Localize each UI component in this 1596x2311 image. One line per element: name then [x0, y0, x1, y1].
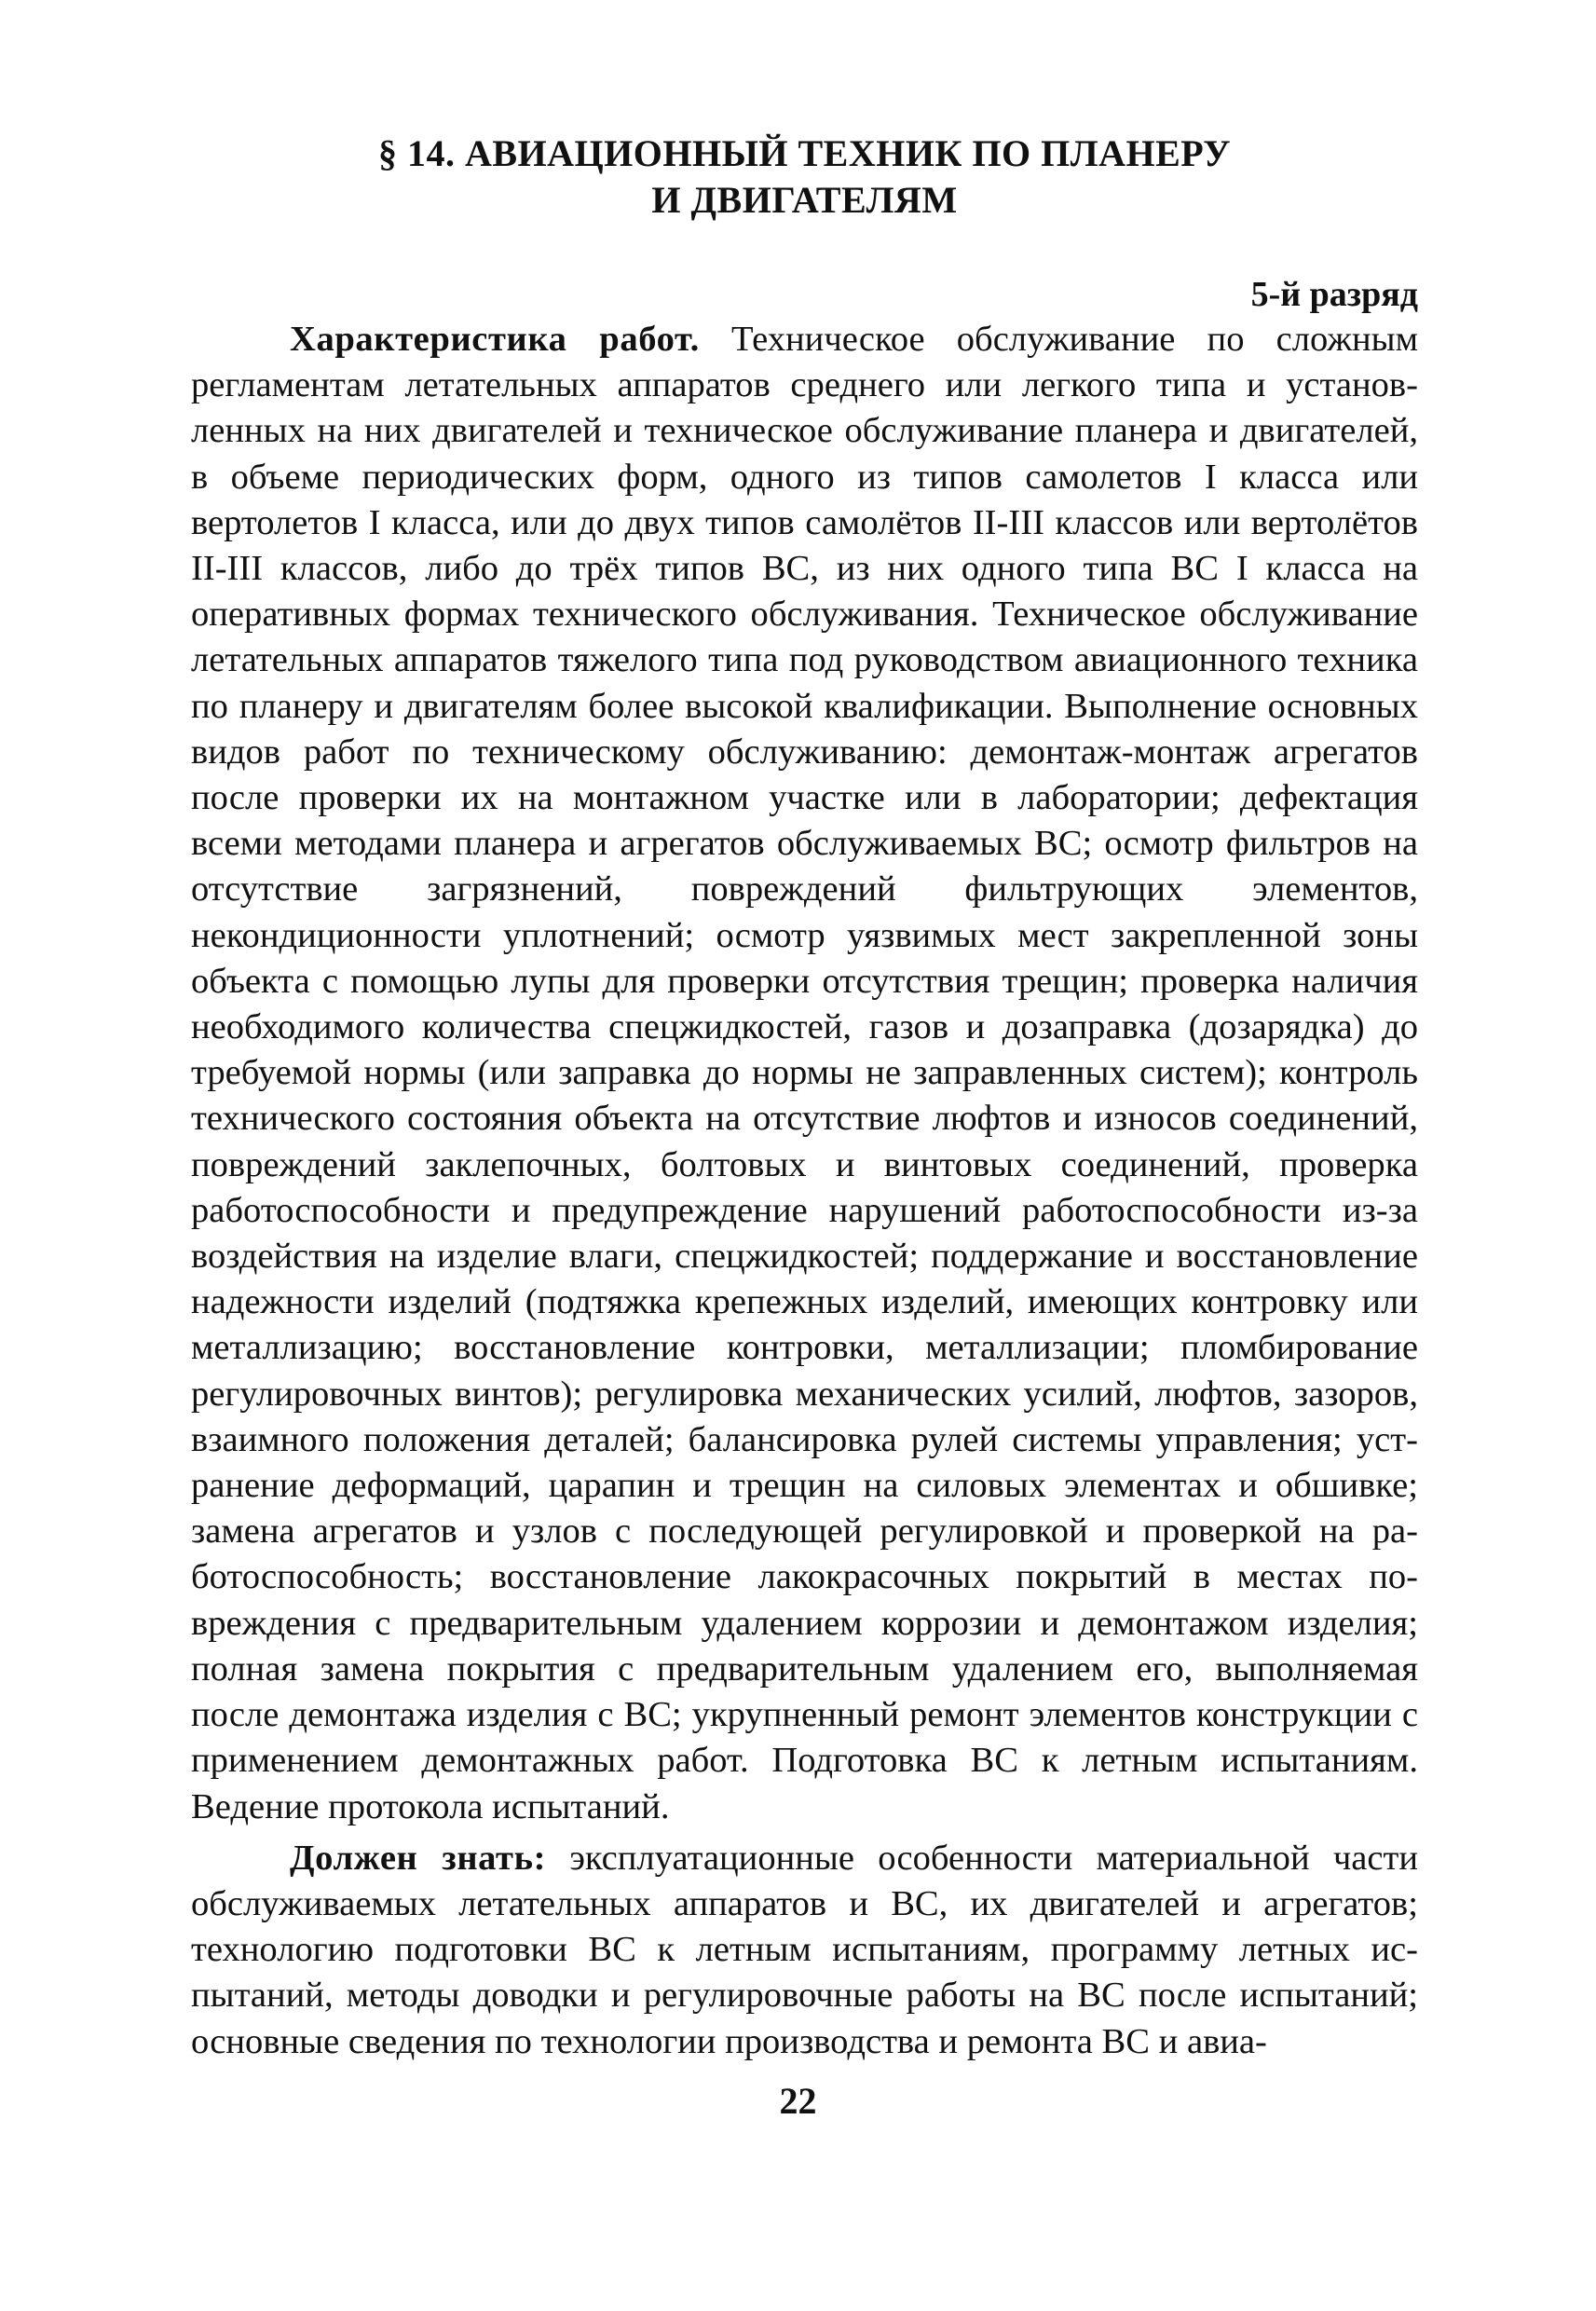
characteristics-heading: Характеристика работ.: [290, 320, 700, 359]
section-title-line-1: § 14. АВИАЦИОННЫЙ ТЕХНИК ПО ПЛАНЕРУ: [377, 132, 1232, 174]
page-number: 22: [779, 2080, 817, 2122]
page-content: [191, 130, 1418, 2065]
characteristics-paragraph: [191, 317, 1418, 1830]
must-know-text: эксплуатационные особенности материальной части обслуживаемых летательных аппаратов и ВС, их двигателей и агрегатов; технологию подготовки ВС к летным испытаниям, программу летных испытаний, методы доводки и регулировочные работы на ВС после испытаний; основные сведения по технологии производства и ремонта ВС и авиа-: [191, 1838, 1418, 2061]
section-title: [191, 130, 1418, 224]
section-title-line-2: И ДВИГАТЕЛЯМ: [651, 179, 958, 221]
must-know-heading: Должен знать:: [290, 1838, 547, 1878]
must-know-paragraph: [191, 1836, 1418, 2065]
rank-label: 5-й разряд: [1250, 275, 1418, 314]
characteristics-text: Техническое обслуживание по сложным регламентам летательных аппаратов среднего или легкого типа и установленных на них двигателей и техническое обслуживание планера и двигателей, в объеме периодических форм, одного из типов самолетов I класса или вертолетов I класса, или до двух типов самолётов II-III классов или вертолётов II-III классов, либо до трёх типов ВС, из них одного типа ВС I класса на оперативных формах технического обслуживания. Техническое обслуживание летательных аппаратов тяжелого типа под руководством авиационного техника по планеру и двигателям более высокой квалификации. Выполнение основных видов работ по техническому обслуживанию: демонтаж-монтаж агрегатов после проверки их на монтажном участке или в лаборатории; дефектация всеми методами планера и агрегатов обслуживаемых ВС; осмотр фильтров на отсутствие загрязнений, повреждений фильтрующих элементов, некондиционности уплотнений; осмотр уязвимых мест закрепленной зоны объекта с помощью лупы для проверки отсутствия трещин; проверка наличия необходимого количества спецжидкостей, газов и дозаправка (дозарядка) до требуемой нормы (или заправка до нормы не заправленных систем); контроль технического состояния объекта на отсутствие люфтов и износов соединений, повреждений заклепочных, болтовых и винтовых соединений, проверка работоспособности и предупреждение нарушений работоспособности из-за воздействия на изделие влаги, спецжидкостей; поддержание и восстановление надежности изделий (подтяжка крепежных изделий, имеющих контровку или металлизацию; восстановление контровки, металлизации; пломбирование регулировочных винтов); регулировка механических усилий, люфтов, зазоров, взаимного положения деталей; балансировка рулей системы управления; устранение деформаций, царапин и трещин на силовых элементах и обшивке; замена агрегатов и узлов с последующей регулировкой и проверкой на работоспособность; восстановление лакокрасочных покрытий в местах повреждения с предварительным удалением коррозии и демонтажом изделия; полная замена покрытия с предварительным удалением его, выполняемая после демонтажа изделия с ВС; укрупненный ремонт элементов конструкции с применением демонтажных работ. Подготовка ВС к летным испытаниям. Ведение протокола испытаний.: [191, 320, 1418, 1826]
